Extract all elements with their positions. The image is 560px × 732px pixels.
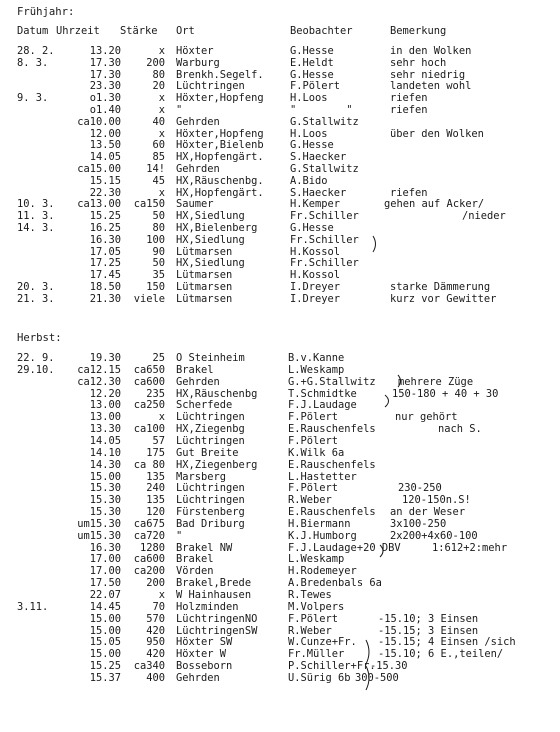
cell-staerke: 400: [146, 671, 165, 684]
cell-beobachter: F.Pölert: [288, 411, 339, 424]
cell-ort: Lüchtringen: [176, 411, 245, 424]
cell-staerke: 950: [146, 636, 165, 649]
cell-uhrzeit: 14.05: [89, 434, 121, 447]
cell-datum: 21. 3.: [17, 292, 55, 305]
cell-uhrzeit: 17.30: [89, 68, 121, 81]
header-ort: Ort: [176, 25, 195, 37]
cell-beobachter: U.Sürig 6b: [288, 671, 351, 684]
cell-ort: HX,Siedlung: [176, 210, 245, 223]
cell-staerke: ca 80: [133, 458, 165, 471]
cell-bemerkung: -15.30: [370, 660, 408, 673]
cell-staerke: 200: [146, 577, 165, 590]
cell-bemerkung: -15.15; 4 Einsen /sich: [378, 636, 516, 649]
cell-ort: ": [176, 104, 183, 116]
cell-ort: Vörden: [176, 565, 214, 578]
cell-beobachter: A.Bido: [290, 174, 328, 187]
cell-bemerkung: riefen: [390, 186, 428, 199]
cell-datum: 8. 3.: [17, 56, 49, 69]
cell-ort: Höxter,Hopfeng: [176, 127, 264, 140]
cell-beobachter: F.Pölert: [290, 80, 341, 93]
cell-uhrzeit: 15.30: [89, 482, 121, 495]
cell-uhrzeit: 14.30: [89, 458, 121, 471]
cell-ort: Höxter: [176, 45, 214, 57]
cell-bemerkung: nur gehört: [395, 411, 458, 424]
cell-uhrzeit: 14.10: [89, 446, 121, 459]
cell-beobachter: R.Weber: [288, 624, 332, 637]
bracket-mark: [366, 640, 369, 664]
cell-beobachter: F.Pölert: [288, 612, 339, 625]
bracket-mark: [398, 375, 401, 387]
cell-beobachter: M.Volpers: [288, 600, 345, 613]
cell-uhrzeit: 15.30: [89, 506, 121, 519]
cell-uhrzeit: 15.05: [89, 636, 121, 649]
cell-staerke: 1280: [139, 541, 165, 554]
cell-uhrzeit: um15.30: [77, 517, 121, 530]
cell-uhrzeit: 17.30: [89, 56, 121, 69]
cell-uhrzeit: 13.30: [89, 423, 121, 436]
cell-staerke: 175: [146, 446, 165, 459]
cell-ort: Marsberg: [176, 470, 227, 483]
cell-beobachter: T.Schmidtke: [288, 387, 357, 400]
cell-beobachter: H.Rodemeyer: [288, 565, 357, 578]
cell-bemerkung: 120-150n.S!: [402, 494, 471, 507]
cell-ort: HX,Ziegenbg: [176, 423, 245, 436]
cell-uhrzeit: 19.30: [89, 352, 121, 364]
cell-ort: Lüchtringen: [176, 434, 245, 447]
cell-ort: Lütmarsen: [176, 269, 233, 282]
cell-beobachter: E.Rauschenfels: [288, 458, 376, 471]
bracket-mark: [373, 236, 376, 252]
cell-beobachter: G.Stallwitz: [290, 115, 359, 128]
cell-bemerkung: über den Wolken: [390, 127, 484, 140]
cell-ort: Lüchtringen: [176, 80, 245, 93]
cell-uhrzeit: 15.25: [89, 660, 121, 673]
cell-beobachter: Fr.Müller: [288, 648, 345, 661]
cell-datum: 3.11.: [17, 600, 49, 613]
cell-staerke: 135: [146, 470, 165, 483]
cell-ort: Lüchtringen: [176, 494, 245, 507]
cell-staerke: 100: [146, 233, 165, 246]
cell-staerke: x: [158, 589, 165, 601]
section-title-herbst: Herbst:: [17, 332, 62, 344]
cell-staerke: 70: [152, 600, 165, 613]
cell-staerke: 57: [152, 434, 165, 447]
cell-ort: Gehrden: [176, 671, 220, 684]
cell-ort: Saumer: [176, 198, 214, 211]
bracket-mark: [380, 545, 383, 557]
cell-staerke: 235: [146, 387, 165, 400]
cell-beobachter: Fr.Schiller: [290, 233, 359, 246]
cell-staerke: 80: [152, 68, 165, 81]
cell-uhrzeit: 18.50: [89, 281, 121, 293]
cell-staerke: 60: [152, 139, 165, 152]
cell-beobachter: R.Tewes: [288, 589, 332, 601]
cell-uhrzeit: ca13.00: [77, 198, 121, 211]
cell-datum: 14. 3.: [17, 222, 55, 234]
cell-staerke: ca675: [133, 517, 165, 530]
cell-bemerkung: -15.10; 3 Einsen: [378, 612, 479, 625]
cell-uhrzeit: 23.30: [89, 80, 121, 93]
cell-ort: Höxter,Hopfeng: [176, 92, 264, 105]
cell-beobachter: L.Weskamp: [288, 363, 345, 376]
cell-beobachter: H.Biermann: [288, 517, 351, 530]
cell-ort: HX,Siedlung: [176, 257, 245, 270]
cell-ort: Brenkh.Segelf.: [176, 68, 264, 81]
cell-uhrzeit: 15.00: [89, 612, 121, 625]
cell-ort: Gehrden: [176, 375, 220, 388]
bracket-mark: [366, 666, 369, 690]
cell-staerke: 420: [146, 648, 165, 661]
cell-beobachter: Fr.Schiller: [290, 257, 359, 270]
section-title-fruehjahr: Frühjahr:: [17, 6, 75, 18]
cell-uhrzeit: 13.50: [89, 139, 121, 152]
cell-beobachter: H.Kemper: [290, 198, 341, 211]
cell-staerke: ca600: [133, 375, 165, 388]
cell-uhrzeit: 17.50: [89, 577, 121, 590]
cell-ort: HX,Ziegenberg: [176, 458, 258, 471]
cell-ort: HX,Hopfengärt.: [176, 186, 264, 199]
cell-uhrzeit: 16.30: [89, 233, 121, 246]
cell-beobachter: L.Hastetter: [288, 470, 357, 483]
cell-uhrzeit: 22.30: [89, 186, 121, 199]
cell-beobachter: L.Weskamp: [288, 553, 345, 566]
cell-beobachter: G.Hesse: [290, 222, 334, 234]
cell-bemerkung: 150-180 + 40 + 30: [392, 387, 499, 400]
cell-bemerkung: -15.15; 3 Einsen: [378, 624, 479, 637]
cell-uhrzeit: ca12.15: [77, 363, 121, 376]
cell-bemerkung: sehr niedrig: [390, 68, 466, 81]
cell-uhrzeit: 12.20: [89, 387, 121, 400]
cell-ort: Lütmarsen: [176, 245, 233, 258]
cell-bemerkung: 1:612+2:mehr: [432, 541, 508, 554]
cell-beobachter: F.J.Laudage: [288, 399, 357, 412]
cell-bemerkung: in den Wolken: [390, 45, 472, 57]
cell-staerke: 50: [152, 210, 165, 223]
cell-beobachter: G.Hesse: [290, 45, 334, 57]
cell-uhrzeit: 17.45: [89, 269, 121, 282]
cell-uhrzeit: ca10.00: [77, 115, 121, 128]
cell-datum: 29.10.: [17, 363, 55, 376]
cell-staerke: 420: [146, 624, 165, 637]
cell-ort: Fürstenberg: [176, 506, 245, 519]
bracket-mark: [385, 395, 389, 407]
cell-beobachter: Fr.Schiller: [290, 210, 359, 223]
cell-staerke: ca650: [133, 363, 165, 376]
cell-beobachter: P.Schiller+Fr.: [288, 660, 376, 673]
cell-uhrzeit: 22.07: [89, 589, 121, 601]
cell-beobachter: S.Haecker: [290, 151, 347, 164]
cell-datum: 28. 2.: [17, 45, 55, 57]
cell-beobachter: F.Pölert: [288, 482, 339, 495]
cell-bemerkung: riefen: [390, 104, 428, 116]
cell-uhrzeit: 17.00: [89, 553, 121, 566]
cell-beobachter: E.Heldt: [290, 56, 334, 69]
cell-ort: Bad Driburg: [176, 517, 245, 530]
cell-ort: HX,Hopfengärt.: [176, 151, 264, 164]
cell-staerke: 20: [152, 80, 165, 93]
cell-uhrzeit: 14.05: [89, 151, 121, 164]
cell-staerke: 150: [146, 281, 165, 293]
cell-staerke: 85: [152, 151, 165, 164]
cell-uhrzeit: o1.30: [89, 92, 121, 105]
cell-bemerkung: an der Weser: [390, 506, 466, 519]
cell-staerke: 25: [152, 352, 165, 364]
cell-staerke: 135: [146, 494, 165, 507]
cell-staerke: x: [158, 45, 165, 57]
cell-beobachter: K.J.Humborg: [288, 529, 357, 542]
cell-beobachter: G.+G.Stallwitz: [288, 375, 376, 388]
cell-uhrzeit: 13.00: [89, 411, 121, 424]
cell-uhrzeit: ca12.30: [77, 375, 121, 388]
cell-ort: HX,Räuschenbg: [176, 387, 258, 400]
cell-ort: Höxter SW: [176, 636, 233, 649]
cell-ort: HX,Räuschenbg.: [176, 174, 264, 187]
cell-uhrzeit: 13.00: [89, 399, 121, 412]
cell-uhrzeit: 21.30: [89, 292, 121, 305]
cell-uhrzeit: 12.00: [89, 127, 121, 140]
cell-staerke: ca600: [133, 553, 165, 566]
cell-datum: 20. 3.: [17, 281, 55, 293]
cell-staerke: ca250: [133, 399, 165, 412]
cell-ort: Scherfede: [176, 399, 233, 412]
cell-beobachter: G.Hesse: [290, 68, 334, 81]
header-uhrzeit: Uhrzeit: [56, 25, 100, 37]
cell-uhrzeit: ca15.00: [77, 163, 121, 175]
cell-staerke: ca150: [133, 198, 165, 211]
cell-staerke: 45: [152, 174, 165, 187]
cell-ort: HX,Siedlung: [176, 233, 245, 246]
cell-ort: Brakel,Brede: [176, 577, 252, 590]
cell-bemerkung: sehr hoch: [390, 56, 447, 69]
cell-uhrzeit: um15.30: [77, 529, 121, 542]
cell-beobachter: E.Rauschenfels: [288, 506, 376, 519]
cell-datum: 10. 3.: [17, 198, 55, 211]
cell-bemerkung: landeten wohl: [390, 80, 472, 93]
cell-bemerkung: /nieder: [462, 210, 506, 223]
cell-ort: LüchtringenSW: [176, 624, 258, 637]
cell-datum: 22. 9.: [17, 352, 55, 364]
cell-uhrzeit: 17.00: [89, 565, 121, 578]
cell-bemerkung: -15.10; 6 E.,teilen/: [378, 648, 504, 661]
cell-beobachter: S.Haecker: [290, 186, 347, 199]
cell-ort: W Hainhausen: [176, 589, 252, 601]
cell-staerke: 240: [146, 482, 165, 495]
cell-beobachter: " ": [290, 104, 353, 116]
cell-staerke: 35: [152, 269, 165, 282]
header-beobachter: Beobachter: [290, 25, 353, 37]
cell-beobachter: G.Stallwitz: [290, 163, 359, 175]
cell-bemerkung: 2x200+4x60-100: [390, 529, 478, 542]
cell-bemerkung: kurz vor Gewitter: [390, 292, 497, 305]
cell-staerke: ca340: [133, 660, 165, 673]
cell-staerke: x: [158, 411, 165, 424]
cell-bemerkung: 3x100-250: [390, 517, 447, 530]
cell-staerke: x: [158, 92, 165, 105]
cell-uhrzeit: 17.05: [89, 245, 121, 258]
cell-beobachter: G.Hesse: [290, 139, 334, 152]
cell-staerke: x: [158, 127, 165, 140]
cell-bemerkung: gehen auf Acker/: [384, 198, 485, 211]
cell-ort: Brakel NW: [176, 541, 233, 554]
cell-ort: Bosseborn: [176, 660, 233, 673]
cell-staerke: 120: [146, 506, 165, 519]
cell-beobachter: K.Wilk 6a: [288, 446, 345, 459]
cell-ort: Gehrden: [176, 115, 220, 128]
cell-staerke: ca720: [133, 529, 165, 542]
cell-ort: O Steinheim: [176, 352, 245, 364]
cell-beobachter: F.J.Laudage+20 DBV: [288, 541, 401, 554]
cell-ort: Brakel: [176, 553, 214, 566]
cell-uhrzeit: 14.45: [89, 600, 121, 613]
cell-beobachter: I.Dreyer: [290, 292, 341, 305]
cell-ort: ": [176, 529, 183, 542]
cell-staerke: 50: [152, 257, 165, 270]
cell-uhrzeit: 15.30: [89, 494, 121, 507]
cell-uhrzeit: 15.25: [89, 210, 121, 223]
cell-staerke: viele: [133, 292, 165, 305]
cell-ort: HX,Bielenberg: [176, 222, 258, 234]
cell-staerke: x: [158, 104, 165, 116]
cell-beobachter: A.Bredenbals 6a: [288, 577, 382, 590]
cell-datum: 9. 3.: [17, 92, 49, 105]
cell-bemerkung: starke Dämmerung: [390, 281, 491, 293]
cell-ort: Gut Breite: [176, 446, 239, 459]
cell-uhrzeit: 13.20: [89, 45, 121, 57]
cell-uhrzeit: 16.30: [89, 541, 121, 554]
cell-ort: LüchtringenNO: [176, 612, 258, 625]
cell-staerke: 80: [152, 222, 165, 234]
cell-beobachter: H.Loos: [290, 92, 328, 105]
cell-beobachter: H.Kossol: [290, 269, 341, 282]
cell-bemerkung: 230-250: [398, 482, 442, 495]
cell-bemerkung: mehrere Züge: [398, 375, 474, 388]
cell-beobachter: R.Weber: [288, 494, 332, 507]
cell-ort: Lütmarsen: [176, 281, 233, 293]
cell-staerke: x: [158, 186, 165, 199]
cell-ort: Höxter W: [176, 648, 227, 661]
cell-bemerkung: nach S.: [438, 423, 482, 436]
cell-uhrzeit: o1.40: [89, 104, 121, 116]
cell-uhrzeit: 15.37: [89, 671, 121, 684]
cell-staerke: 40: [152, 115, 165, 128]
cell-ort: Höxter,Bielenb: [176, 139, 264, 152]
cell-bemerkung: riefen: [390, 92, 428, 105]
cell-beobachter: F.Pölert: [288, 434, 339, 447]
cell-beobachter: B.v.Kanne: [288, 352, 345, 364]
cell-beobachter: H.Loos: [290, 127, 328, 140]
cell-uhrzeit: 15.00: [89, 624, 121, 637]
header-datum: Datum: [17, 25, 49, 37]
cell-staerke: ca100: [133, 423, 165, 436]
cell-ort: Gehrden: [176, 163, 220, 175]
header-staerke: Stärke: [120, 25, 158, 37]
cell-staerke: ca200: [133, 565, 165, 578]
cell-staerke: 200: [146, 56, 165, 69]
cell-beobachter: W.Cunze+Fr.: [288, 636, 357, 649]
cell-beobachter: H.Kossol: [290, 245, 341, 258]
cell-staerke: 570: [146, 612, 165, 625]
cell-uhrzeit: 16.25: [89, 222, 121, 234]
cell-ort: Holzminden: [176, 600, 239, 613]
cell-ort: Lüchtringen: [176, 482, 245, 495]
cell-uhrzeit: 17.25: [89, 257, 121, 270]
cell-staerke: 90: [152, 245, 165, 258]
cell-staerke: 14!: [146, 163, 165, 175]
cell-ort: Brakel: [176, 363, 214, 376]
cell-uhrzeit: 15.00: [89, 470, 121, 483]
cell-ort: Lütmarsen: [176, 292, 233, 305]
cell-bemerkung: 300-500: [355, 671, 399, 684]
header-bemerkung: Bemerkung: [390, 25, 447, 37]
cell-datum: 11. 3.: [17, 210, 55, 223]
cell-ort: Warburg: [176, 56, 220, 69]
cell-uhrzeit: 15.00: [89, 648, 121, 661]
cell-uhrzeit: 15.15: [89, 174, 121, 187]
cell-beobachter: I.Dreyer: [290, 281, 341, 293]
cell-beobachter: E.Rauschenfels: [288, 423, 376, 436]
